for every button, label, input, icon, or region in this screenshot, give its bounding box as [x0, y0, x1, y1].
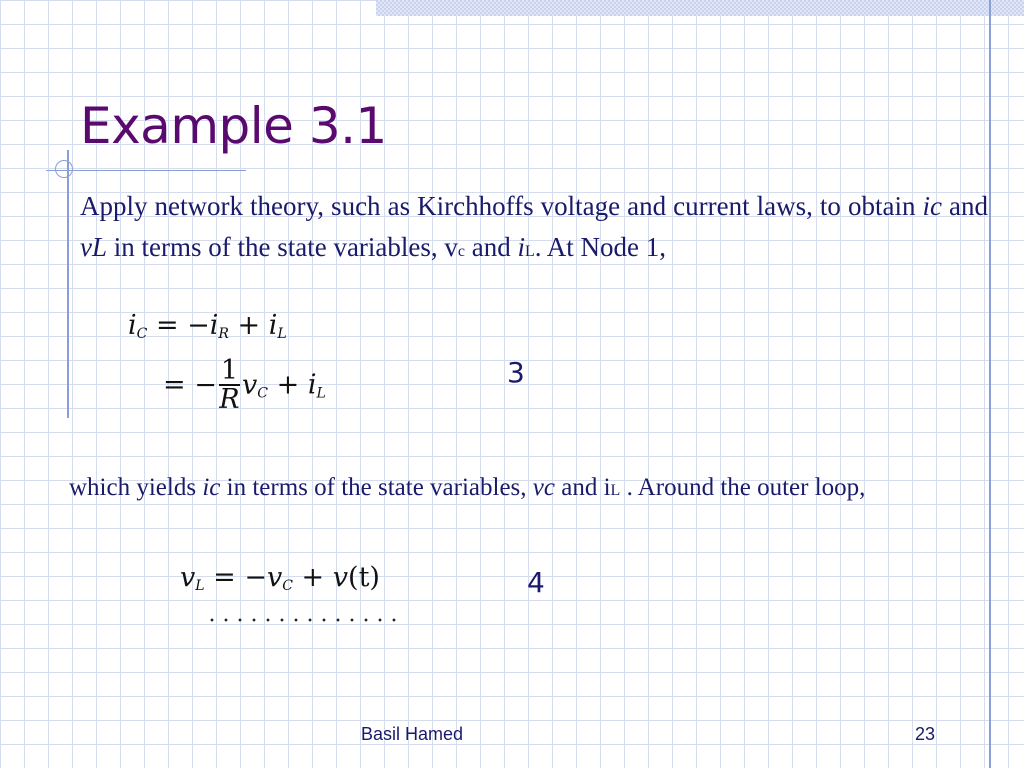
slide-title: Example 3.1: [80, 97, 387, 155]
equation-4: $v_L = -v_C + v(t)$: [180, 562, 380, 594]
title-underline: [46, 170, 246, 171]
equation-3-line-2: = − $\frac{1}{R}$ $v_C + i_L$: [163, 355, 326, 415]
right-rule: [989, 0, 991, 768]
intro-paragraph: Apply network theory, such as Kirchhoffs voltage and current laws, to obtain ic and vL in terms of the state variables, vc and iL. At Node 1,: [80, 191, 989, 262]
cropped-equation-fragment: [205, 617, 405, 623]
decorative-ring-icon: [55, 160, 73, 178]
footer-page-number: 23: [915, 724, 936, 744]
footer-author: Basil Hamed: [361, 724, 464, 744]
header-band: [376, 0, 1024, 16]
fraction: $\frac{1}{R}$: [219, 355, 240, 415]
equation-3-line-1: $i_C = -i_R + i_L$: [128, 310, 287, 342]
left-rule: [67, 150, 69, 418]
second-paragraph: which yields ic in terms of the state variables, vc and iL . Around the outer loop,: [69, 474, 866, 501]
equation-number-4: 4: [527, 566, 545, 599]
equation-number-3: 3: [507, 356, 525, 389]
